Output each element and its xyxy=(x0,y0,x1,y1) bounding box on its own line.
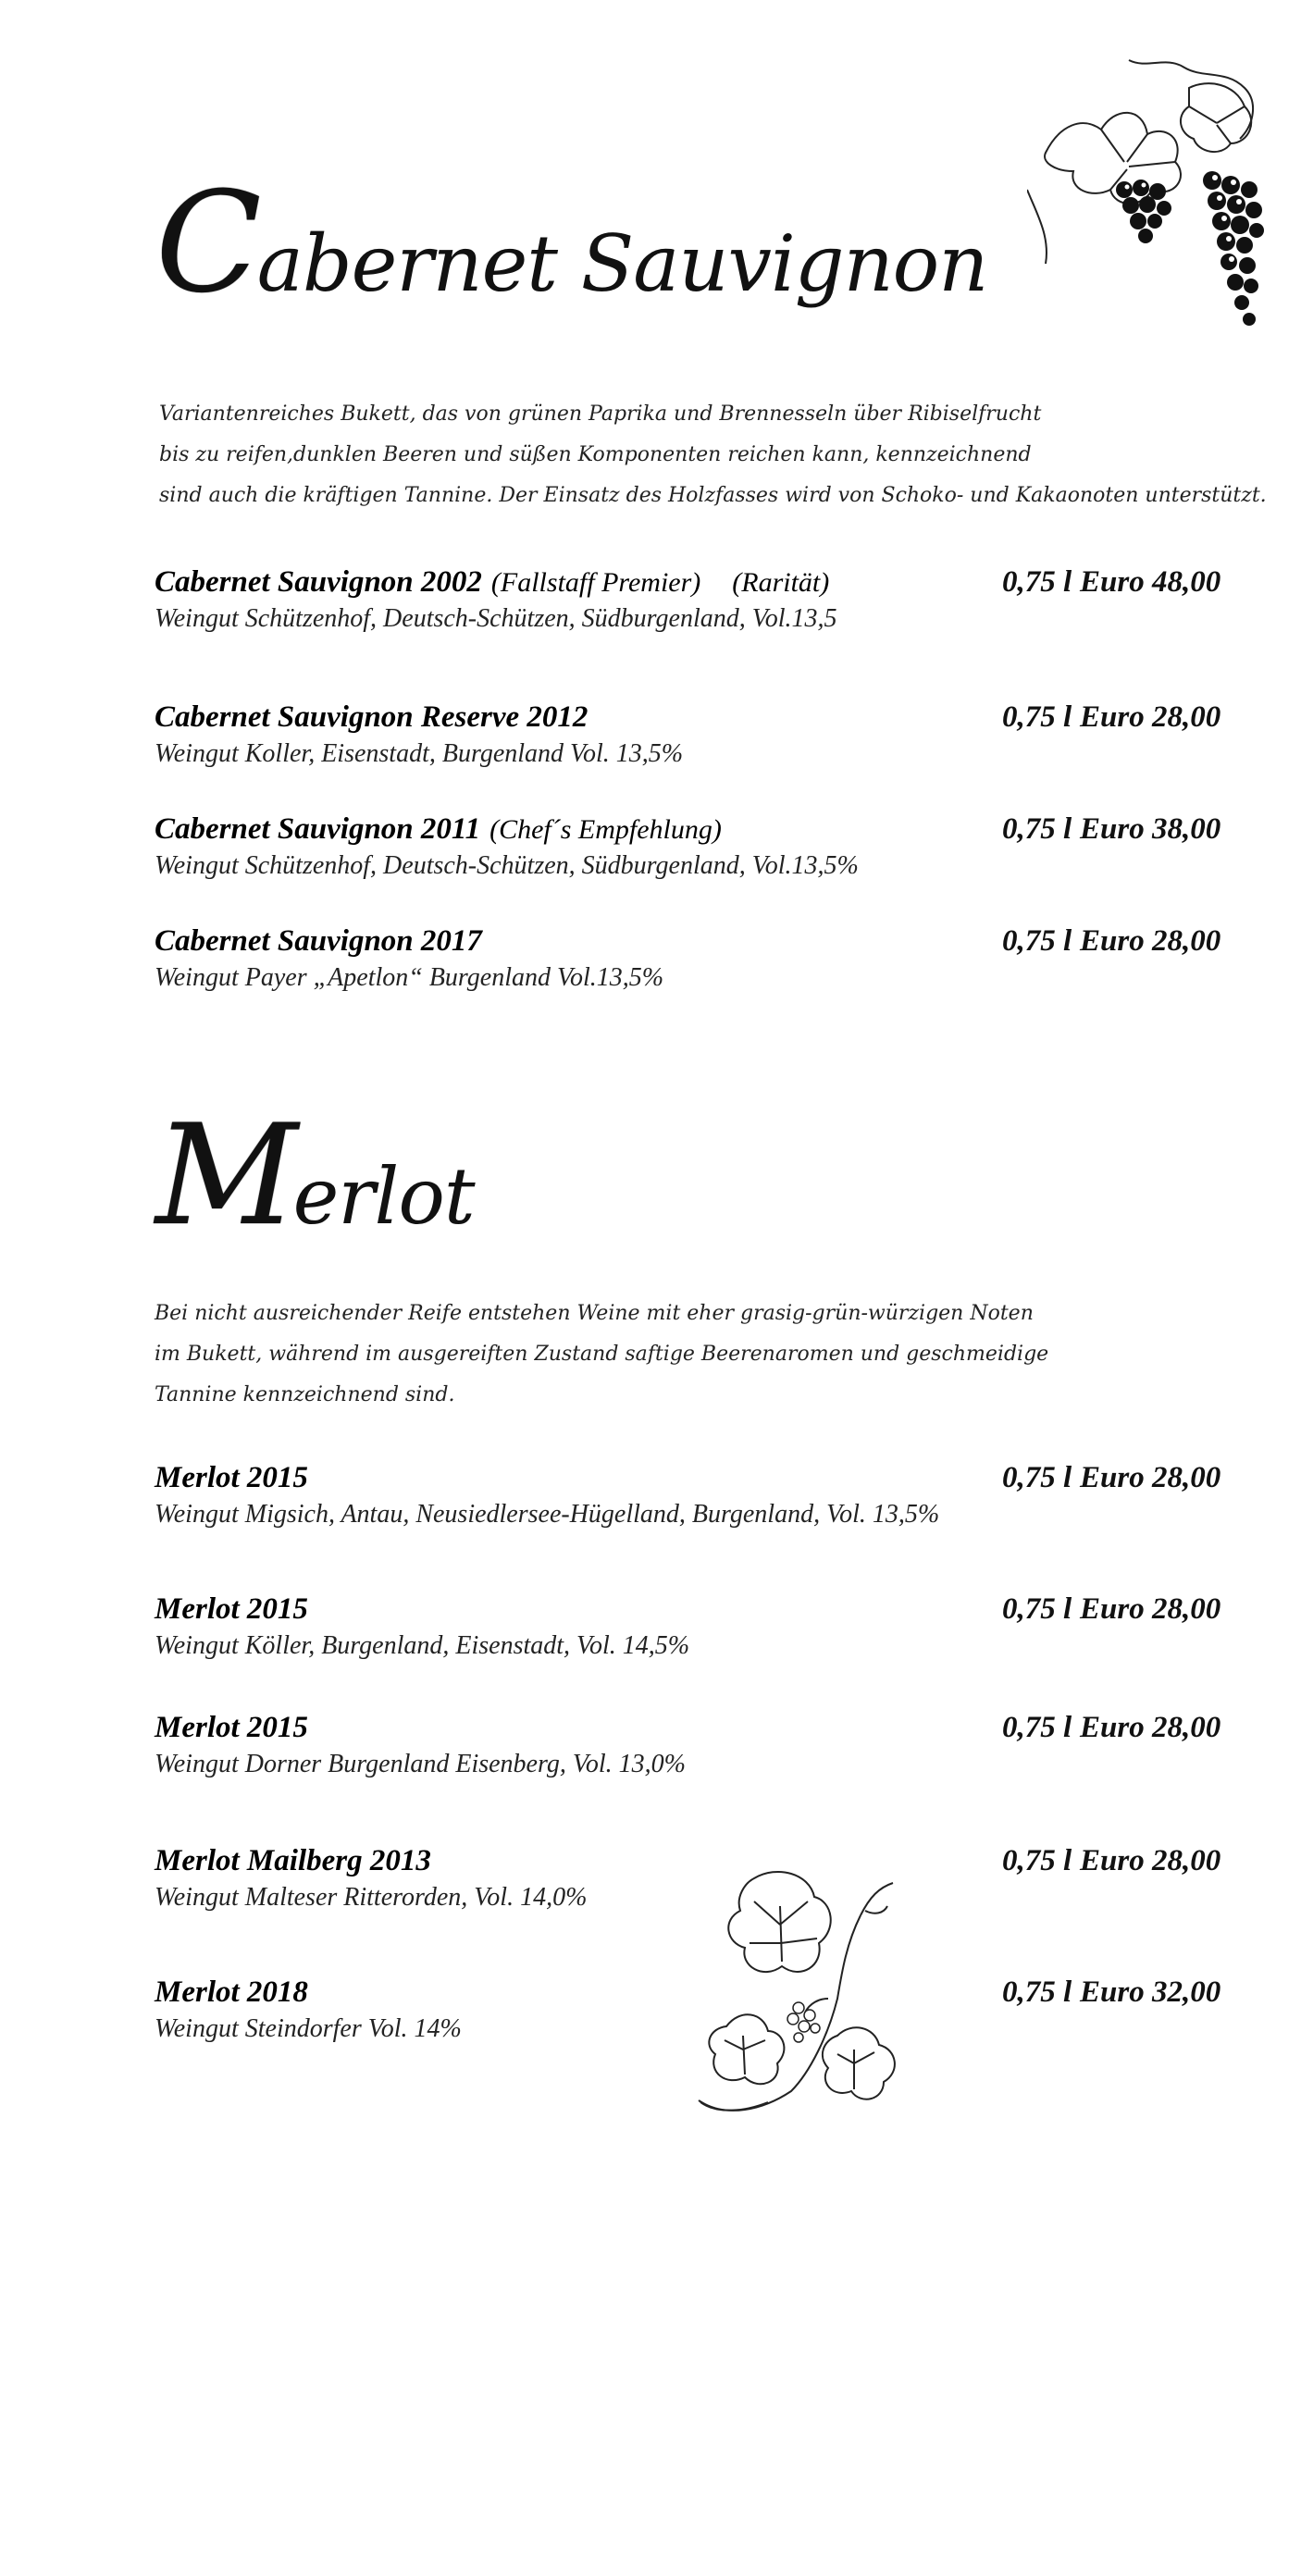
wine-entry xyxy=(155,1710,1221,1778)
wine-volume: 0,75 l xyxy=(1002,812,1072,846)
wine-name: Merlot Mailberg 2013 xyxy=(155,1844,431,1877)
title-initial: M xyxy=(155,1096,297,1257)
description-line: Tannine kennzeichnend sind. xyxy=(155,1383,455,1406)
wine-price: Euro 28,00 xyxy=(1080,1711,1221,1744)
section-title-merlot xyxy=(155,1096,475,1257)
wine-note: (Rarität) xyxy=(732,567,830,598)
wine-entry xyxy=(155,564,1221,633)
wine-detail: Weingut Dorner Burgenland Eisenberg, Vol. 13,0% xyxy=(155,1750,686,1778)
wine-name: Cabernet Sauvignon Reserve 2012 xyxy=(155,700,589,734)
wine-price: Euro 28,00 xyxy=(1080,1844,1221,1877)
description-line: Variantenreiches Bukett, das von grünen Paprika und Brennesseln über Ribiselfrucht xyxy=(159,402,1042,426)
cabernet-description xyxy=(159,394,1267,516)
wine-volume: 0,75 l xyxy=(1002,1711,1072,1744)
wine-volume: 0,75 l xyxy=(1002,565,1072,599)
wine-detail: Weingut Köller, Burgenland, Eisenstadt, Vol. 14,5% xyxy=(155,1631,690,1660)
wine-entry xyxy=(155,811,1221,880)
vine-leaf-icon xyxy=(689,1860,911,2128)
wine-name: Merlot 2015 xyxy=(155,1711,308,1744)
section-title-cabernet xyxy=(155,163,988,324)
wine-price: Euro 28,00 xyxy=(1080,700,1221,734)
wine-volume: 0,75 l xyxy=(1002,1844,1072,1877)
wine-detail: Weingut Steindorfer Vol. 14% xyxy=(155,2014,462,2043)
wine-volume: 0,75 l xyxy=(1002,700,1072,734)
description-line: im Bukett, während im ausgereiften Zustand saftige Beerenaromen und geschmeidige xyxy=(155,1343,1049,1366)
wine-volume: 0,75 l xyxy=(1002,1975,1072,2009)
grape-vine-icon xyxy=(1027,51,1268,338)
wine-entry xyxy=(155,923,1221,992)
title-rest: abernet Sauvignon xyxy=(256,218,988,309)
wine-volume: 0,75 l xyxy=(1002,924,1072,958)
wine-price: Euro 48,00 xyxy=(1080,565,1221,599)
wine-entry xyxy=(155,1591,1221,1660)
wine-note: (Fallstaff Premier) xyxy=(490,567,701,598)
title-initial: C xyxy=(155,163,261,324)
wine-volume: 0,75 l xyxy=(1002,1592,1072,1626)
merlot-description xyxy=(155,1294,1048,1416)
wine-name: Merlot 2015 xyxy=(155,1461,308,1494)
wine-name: Merlot 2015 xyxy=(155,1592,308,1626)
wine-entry xyxy=(155,1975,1221,2043)
wine-detail: Weingut Payer „Apetlon“ Burgenland Vol.13,5% xyxy=(155,963,664,992)
wine-entry xyxy=(155,1460,1221,1529)
wine-detail: Weingut Koller, Eisenstadt, Burgenland Vol. 13,5% xyxy=(155,739,684,768)
wine-name: Cabernet Sauvignon 2011 (Chef´s Empfehlung) xyxy=(155,812,722,846)
wine-entry xyxy=(155,700,1221,768)
description-line: Bei nicht ausreichender Reife entstehen Weine mit eher grasig-grün-würzigen Noten xyxy=(155,1302,1034,1325)
wine-detail: Weingut Schützenhof, Deutsch-Schützen, Südburgenland, Vol.13,5% xyxy=(155,851,859,880)
description-line: bis zu reifen,dunklen Beeren und süßen Komponenten reichen kann, kennzeichnend xyxy=(159,443,1032,466)
wine-volume: 0,75 l xyxy=(1002,1461,1072,1494)
wine-note: (Chef´s Empfehlung) xyxy=(489,814,722,845)
wine-price: Euro 32,00 xyxy=(1080,1975,1221,2009)
wine-detail: Weingut Schützenhof, Deutsch-Schützen, Südburgenland, Vol.13,5 xyxy=(155,604,837,633)
wine-price: Euro 38,00 xyxy=(1080,812,1221,846)
wine-price: Euro 28,00 xyxy=(1080,924,1221,958)
wine-entry xyxy=(155,1843,1221,1912)
title-rest: erlot xyxy=(292,1151,475,1242)
description-line: sind auch die kräftigen Tannine. Der Einsatz des Holzfasses wird von Schoko- und Kakaonoten unterstützt. xyxy=(159,484,1267,507)
wine-name: Cabernet Sauvignon 2017 xyxy=(155,924,482,958)
wine-price: Euro 28,00 xyxy=(1080,1592,1221,1626)
wine-detail: Weingut Malteser Ritterorden, Vol. 14,0% xyxy=(155,1883,588,1912)
wine-detail: Weingut Migsich, Antau, Neusiedlersee-Hügelland, Burgenland, Vol. 13,5% xyxy=(155,1500,940,1529)
wine-name: Merlot 2018 xyxy=(155,1975,308,2009)
wine-name: Cabernet Sauvignon 2002 (Fallstaff Premier) (Rarität) xyxy=(155,565,830,599)
wine-price: Euro 28,00 xyxy=(1080,1461,1221,1494)
